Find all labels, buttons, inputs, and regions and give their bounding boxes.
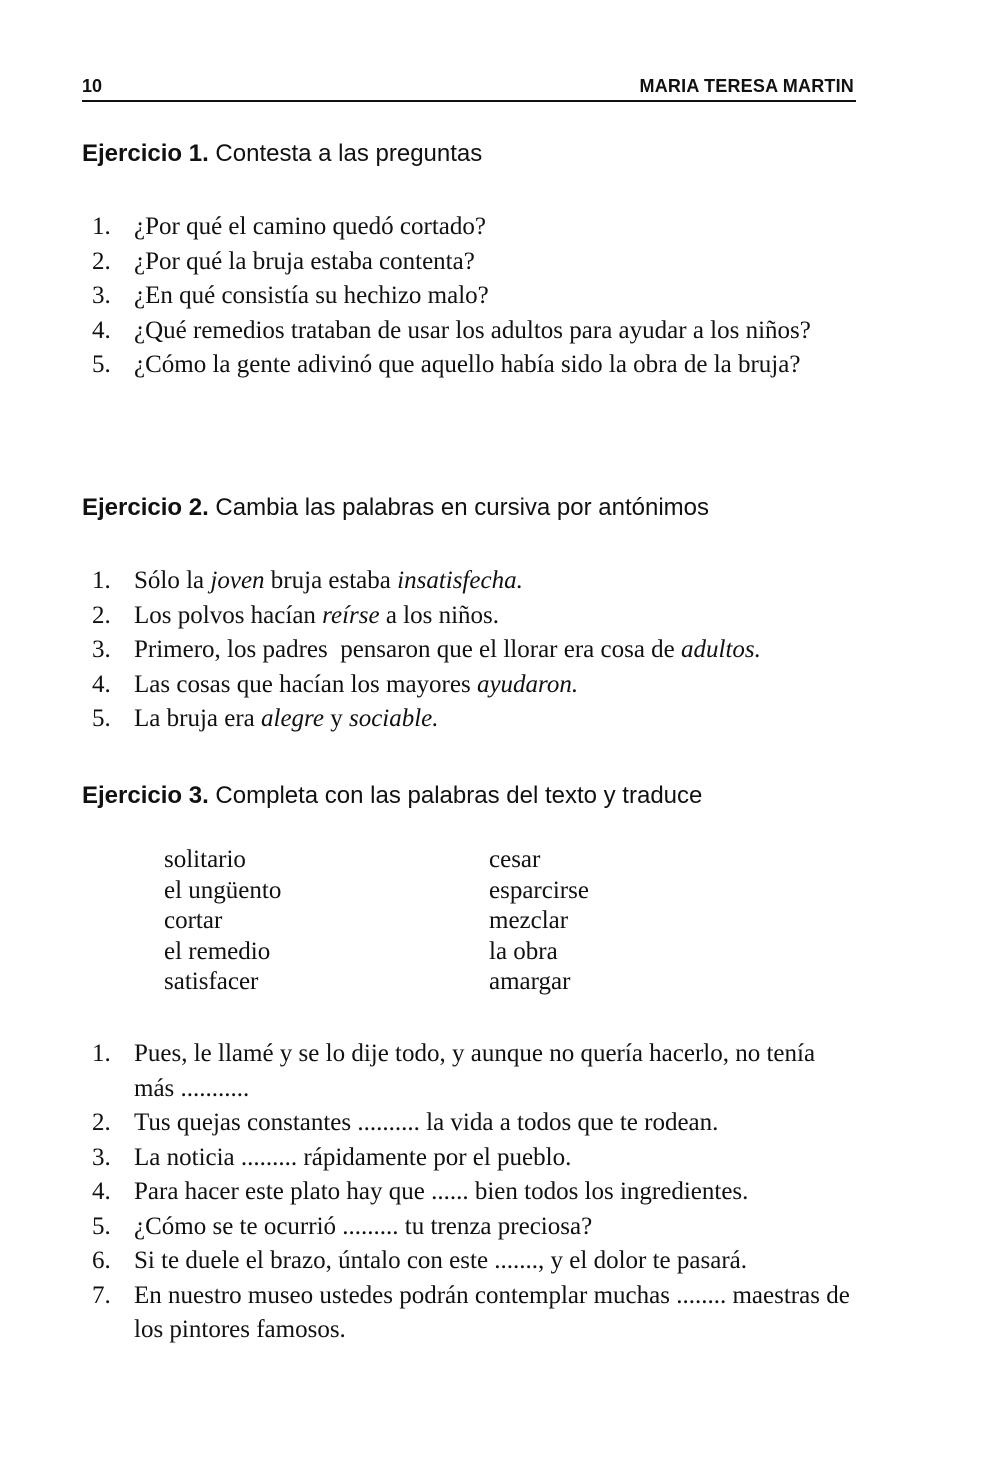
exercise-3-heading xyxy=(82,782,702,810)
list-item: 2. Los polvos hacían reírse a los niños. xyxy=(92,601,500,629)
exercise-1-questions xyxy=(92,210,856,383)
exercise-1-label: Ejercicio 1. xyxy=(82,140,209,167)
list-item: 4. Las cosas que hacían los mayores ayudaron. xyxy=(92,670,579,698)
italic-word: joven xyxy=(210,567,265,594)
exercise-3-sentences xyxy=(92,1037,856,1348)
list-item: 4. ¿Qué remedios trataban de usar los adultos para ayudar a los niños? xyxy=(92,316,811,344)
list-item: 2. Tus quejas constantes .......... la vida a todos que te rodean. xyxy=(92,1109,719,1136)
list-item: 5. ¿Cómo la gente adivinó que aquello había sido la obra de la bruja? xyxy=(92,351,801,378)
exercise-3-title: Completa con las palabras del texto y traduce xyxy=(215,782,703,809)
list-item: 3. La noticia ......... rápidamente por el pueblo. xyxy=(92,1143,572,1171)
list-item: 2. ¿Por qué la bruja estaba contenta? xyxy=(92,247,475,275)
list-item: 1. ¿Por qué el camino quedó cortado? xyxy=(92,213,486,240)
word-bank-item: el remedio xyxy=(164,937,271,965)
italic-word: reírse xyxy=(322,601,380,629)
list-item: 1. Sólo la joven bruja estaba insatisfecha. xyxy=(92,567,523,594)
exercise-2-heading xyxy=(82,494,709,522)
italic-word: adultos. xyxy=(681,636,761,663)
list-item: 7. En nuestro museo ustedes podrán contemplar muchas ........ maestras de los pintores famosos. xyxy=(92,1281,850,1343)
exercise-3-label: Ejercicio 3. xyxy=(82,782,209,809)
list-item: 6. Si te duele el brazo, úntalo con este ......., y el dolor te pasará. xyxy=(92,1247,747,1274)
word-bank-item: amargar xyxy=(489,968,571,995)
page-number: 10 xyxy=(82,76,103,96)
exercise-1-heading xyxy=(82,140,482,168)
word-bank-item: mezclar xyxy=(489,907,569,934)
word-bank-item: satisfacer xyxy=(164,968,259,995)
italic-word: ayudaron. xyxy=(476,670,579,698)
word-bank-item: solitario xyxy=(164,846,246,873)
word-bank-item: la obra xyxy=(489,937,558,965)
exercise-2-title: Cambia las palabras en cursiva por antónimos xyxy=(215,494,710,521)
list-item: 3. Primero, los padres pensaron que el llorar era cosa de adultos. xyxy=(92,636,761,663)
italic-word: insatisfecha. xyxy=(397,567,523,594)
list-item: 5. La bruja era alegre y sociable. xyxy=(92,705,439,732)
italic-word: sociable. xyxy=(348,705,439,732)
word-bank-left xyxy=(164,845,281,998)
word-bank-item: cortar xyxy=(164,907,223,934)
list-item: 4. Para hacer este plato hay que ...... bien todos los ingredientes. xyxy=(92,1178,749,1205)
word-bank-right xyxy=(489,845,589,998)
list-item: 5. ¿Cómo se te ocurrió ......... tu trenza preciosa? xyxy=(92,1212,593,1240)
author-name: MARIA TERESA MARTIN xyxy=(639,76,854,96)
italic-word: alegre xyxy=(261,705,324,732)
list-item: 1. Pues, le llamé y se lo dije todo, y aunque no quería hacerlo, no tenía más ........... xyxy=(92,1040,816,1102)
exercise-2-sentences xyxy=(92,564,856,737)
running-header xyxy=(82,70,856,102)
list-item: 3. ¿En qué consistía su hechizo malo? xyxy=(92,282,489,309)
word-bank-item: el ungüento xyxy=(164,876,282,904)
word-bank-item: esparcirse xyxy=(489,876,589,904)
word-bank-item: cesar xyxy=(489,846,541,873)
exercise-2-label: Ejercicio 2. xyxy=(82,494,209,521)
exercise-1-title: Contesta a las preguntas xyxy=(215,140,483,167)
